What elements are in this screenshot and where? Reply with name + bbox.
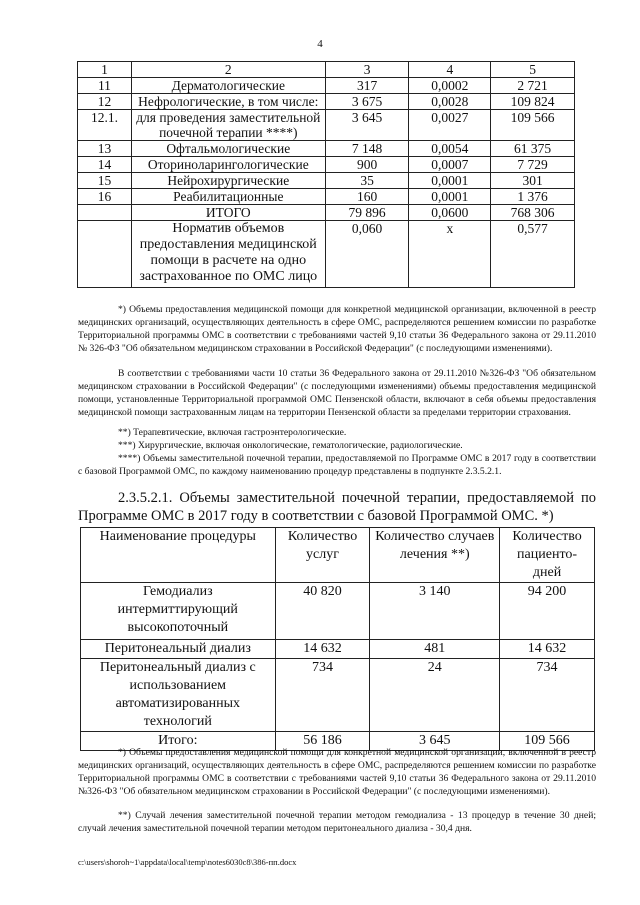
row-value: 0,0001 (409, 189, 491, 205)
row-value: 3 675 (325, 94, 409, 110)
row-value: 14 632 (500, 640, 595, 659)
row-value: 109 566 (500, 732, 595, 751)
header-cell: 5 (491, 62, 575, 78)
row-value: x (409, 221, 491, 288)
row-value: 40 820 (275, 583, 370, 640)
row-value: 109 566 (491, 110, 575, 141)
row-value: 94 200 (500, 583, 595, 640)
row-number: 13 (78, 141, 132, 157)
row-value: 301 (491, 173, 575, 189)
row-number: 11 (78, 78, 132, 94)
row-number (78, 221, 132, 288)
table-row (78, 78, 575, 94)
row-value: 1 376 (491, 189, 575, 205)
row-value: 61 375 (491, 141, 575, 157)
table-row (78, 173, 575, 189)
table-row (81, 640, 595, 659)
header-cell: 4 (409, 62, 491, 78)
row-number (78, 205, 132, 221)
row-name: Дерматологические (131, 78, 325, 94)
row-value: 0,0028 (409, 94, 491, 110)
table-row (78, 157, 575, 173)
footnote-1: *) Объемы предоставления медицинской помощи для конкретной медицинской организации, включенной в реестр медицинских организаций, осуществляющих деятельность в сфере ОМС, распределяются решением комиссии по разработке Территориальной программы ОМС в соответствии с требованиями частей 9,10 статьи 36 Федерального закона от 29.11.2010 № 326-ФЗ "Об обязательном медицинском страховании в Российской Федерации" (с последующими изменениями). (78, 304, 596, 354)
row-name: Норматив объемов предоставления медицинской помощи в расчете на одно застрахованное по ОМС лицо (131, 221, 325, 288)
row-value: 0,060 (325, 221, 409, 288)
page-number: 4 (317, 38, 323, 50)
row-value: 0,0054 (409, 141, 491, 157)
table2-footnote-2: **) Случай лечения заместительной почечной терапии методом гемодиализа - 13 процедур в течение 30 дней; случай лечения заместительной почечной терапии методом перитонеального диализа - 30,4 дня. (78, 810, 596, 834)
row-value: 3 645 (325, 110, 409, 141)
row-value: 0,577 (491, 221, 575, 288)
row-value: 0,0600 (409, 205, 491, 221)
row-name: Офтальмологические (131, 141, 325, 157)
footnote-2: **) Терапевтические, включая гастроэнтерологические. (118, 427, 347, 438)
row-name: Итого: (81, 732, 276, 751)
row-value: 24 (370, 659, 500, 732)
row-number: 16 (78, 189, 132, 205)
row-number: 14 (78, 157, 132, 173)
header-cell: Количество услуг (275, 528, 370, 583)
row-value: 3 645 (370, 732, 500, 751)
table-row (78, 110, 575, 141)
row-name: Оториноларингологические (131, 157, 325, 173)
header-cell: 3 (325, 62, 409, 78)
header-cell: Наименование процедуры (81, 528, 276, 583)
section-heading: 2.3.5.2.1. Объемы заместительной почечной терапии, предоставляемой по Программе ОМС в 2017 году в соответствии с базовой Программой ОМС. *) (78, 490, 596, 524)
row-name: ИТОГО (131, 205, 325, 221)
table-row (78, 94, 575, 110)
row-name: для проведения заместительной почечной терапии ****) (131, 110, 325, 141)
footnote-1-continued: В соответствии с требованиями части 10 статьи 36 Федерального закона от 29.11.2010 №326-ФЗ "Об обязательном медицинском страховании в Российской Федерации" (с последующими изменениями) объемы предоставления медицинской помощи, установленные Территориальной программой ОМС Пензенской области, включают в себя объемы предоставления медицинской помощи застрахованным лицам на территории Пензенской области за пределами территории страхования. (78, 368, 596, 418)
table-row (78, 189, 575, 205)
table-row (81, 659, 595, 732)
header-cell: Количество пациенто-дней (500, 528, 595, 583)
row-value: 79 896 (325, 205, 409, 221)
row-value: 0,0007 (409, 157, 491, 173)
row-value: 56 186 (275, 732, 370, 751)
row-value: 0,0027 (409, 110, 491, 141)
table-header-row (78, 62, 575, 78)
header-cell: 2 (131, 62, 325, 78)
row-value: 734 (500, 659, 595, 732)
row-name: Реабилитационные (131, 189, 325, 205)
table-row (78, 141, 575, 157)
row-value: 3 140 (370, 583, 500, 640)
header-cell: 1 (78, 62, 132, 78)
row-value: 317 (325, 78, 409, 94)
row-name: Перитонеальный диализ с использованием автоматизированных технологий (81, 659, 276, 732)
header-cell: Количество случаев лечения **) (370, 528, 500, 583)
row-value: 0,0001 (409, 173, 491, 189)
table2-footnote-1: *) Объемы предоставления медицинской помощи для конкретной медицинской организации, включенной в реестр медицинских организаций, осуществляющих деятельность в сфере ОМС, распределяются решением комиссии по разработке Территориальной программы ОМС в соответствии с требованиями частей 9,10 статьи 36 Федерального закона от 29.11.2010 №326-ФЗ "Об обязательном медицинском страховании в Российской Федерации" (с последующими изменениями). (78, 747, 596, 797)
volumes-table (77, 61, 575, 288)
table-header-row (81, 528, 595, 583)
row-value: 109 824 (491, 94, 575, 110)
row-name: Перитонеальный диализ (81, 640, 276, 659)
footnote-4: ****) Объемы заместительной почечной терапии, предоставляемой по Программе ОМС в 2017 году в соответствии с базовой Программой ОМС, по каждому наименованию процедур представлены в подпункте 2.3.5.2.1. (78, 453, 596, 477)
row-number: 15 (78, 173, 132, 189)
row-value: 35 (325, 173, 409, 189)
table-row (81, 583, 595, 640)
row-name: Гемодиализ интермиттирующий высокопоточный (81, 583, 276, 640)
row-value: 7 148 (325, 141, 409, 157)
row-value: 768 306 (491, 205, 575, 221)
row-value: 14 632 (275, 640, 370, 659)
row-value: 0,0002 (409, 78, 491, 94)
row-value: 160 (325, 189, 409, 205)
row-value: 2 721 (491, 78, 575, 94)
file-path: c:\users\shoroh~1\appdata\local\temp\notes6030c8\386-пп.docx (78, 857, 297, 867)
dialysis-table (80, 527, 595, 751)
row-name: Нейрохирургические (131, 173, 325, 189)
footnote-3: ***) Хирургические, включая онкологические, гематологические, радиологические. (118, 440, 463, 451)
row-number: 12.1. (78, 110, 132, 141)
norm-row (78, 221, 575, 288)
row-value: 7 729 (491, 157, 575, 173)
row-value: 481 (370, 640, 500, 659)
row-number: 12 (78, 94, 132, 110)
row-value: 734 (275, 659, 370, 732)
row-name: Нефрологические, в том числе: (131, 94, 325, 110)
total-row (78, 205, 575, 221)
row-value: 900 (325, 157, 409, 173)
